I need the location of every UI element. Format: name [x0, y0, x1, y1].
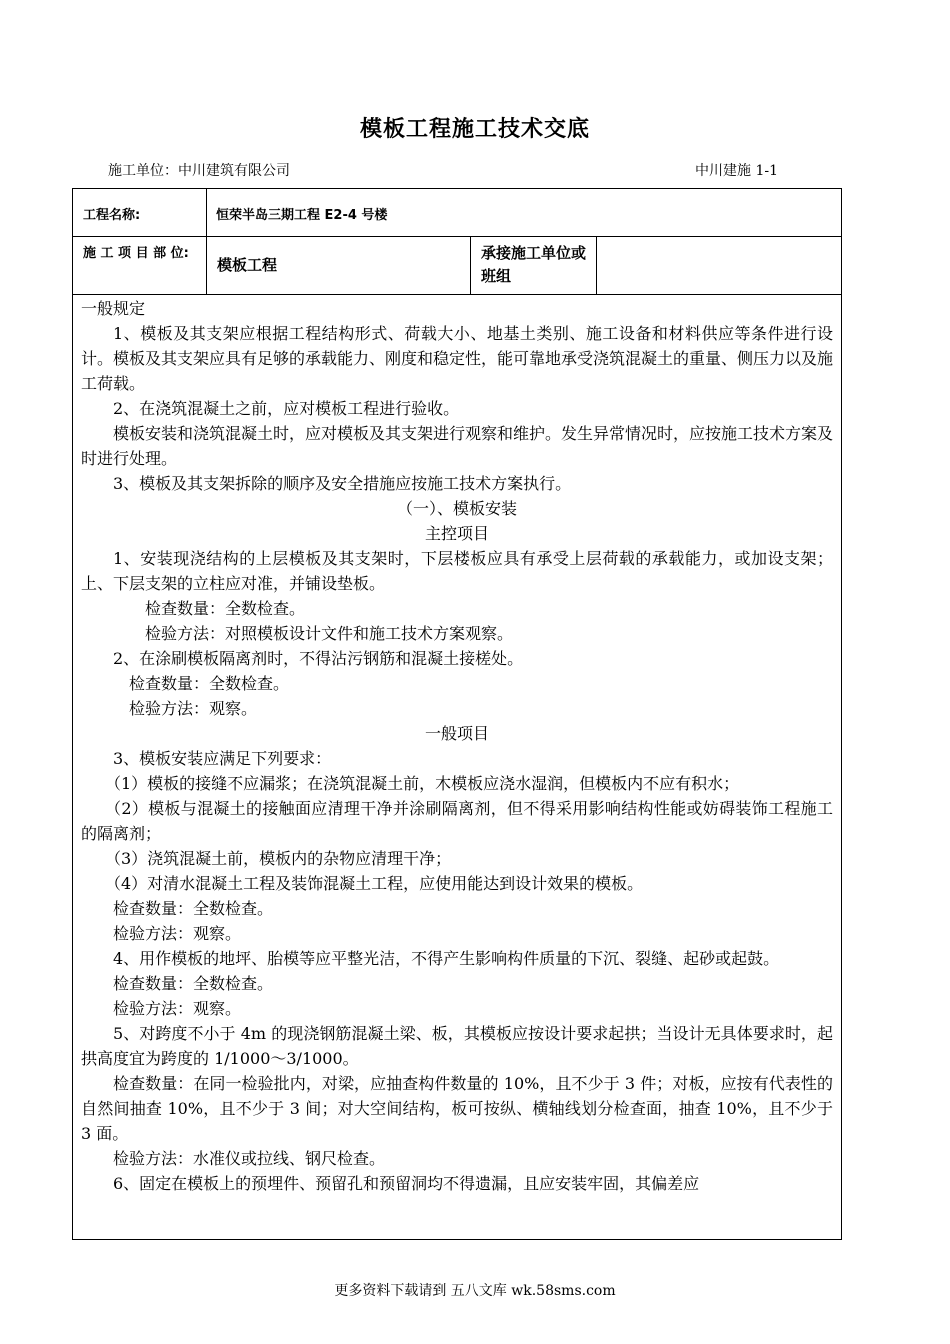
paragraph: 6、固定在模板上的预埋件、预留孔和预留洞均不得遗漏，且应安装牢固，其偏差应: [113, 1174, 700, 1193]
contractor-value-cell: [597, 236, 841, 294]
paragraph: 4、用作模板的地坪、胎模等应平整光洁，不得产生影响构件质量的下沉、裂缝、起砂或起鼓。: [113, 949, 780, 968]
project-name-row: [73, 189, 841, 237]
inspection-quantity: 检查数量：全数检查。: [145, 599, 306, 618]
project-name-value: 恒荣半岛三期工程 E2-4 号楼: [216, 208, 388, 223]
paragraph: （1）模板的接缝不应漏浆；在浇筑混凝土前，木模板应浇水湿润，但模板内不应有积水；: [105, 774, 740, 793]
document-title: 模板工程施工技术交底: [359, 116, 590, 142]
inspection-method: 检验方法：观察。: [113, 999, 242, 1018]
paragraph: 1、模板及其支架应根据工程结构形式、荷载大小、地基土类别、施工设备和材料供应等条件进行设计。模板及其支架应具有足够的承载能力、刚度和稳定性，能可靠地承受浇筑混凝土的重量、侧压力以及施工荷载。: [81, 324, 834, 393]
paragraph: 5、对跨度不小于 4m 的现浇钢筋混凝土梁、板，其模板应按设计要求起拱；当设计无具体要求时，起拱高度宜为跨度的 1/1000～3/1000。: [81, 1024, 833, 1068]
inspection-method: 检验方法：水准仪或拉线、钢尺检查。: [113, 1149, 386, 1168]
project-part-row: [73, 236, 841, 295]
content-body: [81, 296, 833, 1196]
project-part-value: 模板工程: [217, 256, 278, 274]
paragraph: （3）浇筑混凝土前，模板内的杂物应清理干净；: [105, 849, 452, 868]
paragraph: 模板安装和浇筑混凝土时，应对模板及其支架进行观察和维护。发生异常情况时，应按施工技术方案及时进行处理。: [81, 424, 834, 468]
paragraph: 2、在涂刷模板隔离剂时，不得沾污钢筋和混凝土接槎处。: [113, 649, 524, 668]
paragraph: 3、模板安装应满足下列要求：: [113, 749, 332, 768]
section-heading: （一）、模板安装: [396, 499, 517, 518]
paragraph: 2、在浇筑混凝土之前，应对模板工程进行验收。: [113, 399, 460, 418]
paragraph: 3、模板及其支架拆除的顺序及安全措施应按施工技术方案执行。: [113, 474, 572, 493]
inspection-quantity: 检查数量：全数检查。: [113, 974, 274, 993]
inspection-method: 检验方法：观察。: [129, 699, 258, 718]
inspection-quantity: 检查数量：全数检查。: [129, 674, 290, 693]
project-part-label-cell: [73, 236, 207, 294]
project-part-label: 施 工 项 目 部 位:: [83, 246, 189, 261]
project-name-label: 工程名称:: [83, 208, 141, 223]
paragraph: （2）模板与混凝土的接触面应清理干净并涂刷隔离剂，但不得采用影响结构性能或妨碍装饰工程施工的隔离剂；: [81, 799, 833, 843]
project-part-value-cell: [207, 236, 471, 294]
paragraph: 1、安装现浇结构的上层模板及其支架时，下层楼板应具有承受上层荷载的承载能力，或加设支架；上、下层支架的立柱应对准，并铺设垫板。: [81, 549, 833, 593]
paragraph: （4）对清水混凝土工程及装饰混凝土工程，应使用能达到设计效果的模板。: [105, 874, 644, 893]
inspection-quantity: 检查数量：全数检查。: [113, 899, 274, 918]
section-heading: 主控项目: [424, 524, 489, 543]
inspection-method: 检验方法：观察。: [113, 924, 242, 943]
contractor-label-cell: [471, 236, 597, 294]
footer-link[interactable]: 更多资料下载请到 五八文库 wk.58sms.com: [334, 1283, 616, 1299]
construction-unit: 施工单位：中川建筑有限公司: [108, 163, 290, 179]
project-name-label-cell: [73, 189, 207, 236]
disclosure-table: [72, 188, 842, 1240]
inspection-method: 检验方法：对照模板设计文件和施工技术方案观察。: [145, 624, 514, 643]
document-code: 中川建施 1-1: [695, 163, 778, 179]
contractor-label: 承接施工单位或班组: [481, 244, 587, 285]
section-heading: 一般规定: [81, 299, 146, 318]
inspection-quantity: 检查数量：在同一检验批内，对梁，应抽查构件数量的 10%，且不少于 3 件；对板，应按有代表性的自然间抽查 10%，且不少于 3 间；对大空间结构，板可按纵、横轴线划分检查面，抽查 10%，且不少于 3 面。: [81, 1074, 833, 1143]
section-heading: 一般项目: [424, 724, 489, 743]
